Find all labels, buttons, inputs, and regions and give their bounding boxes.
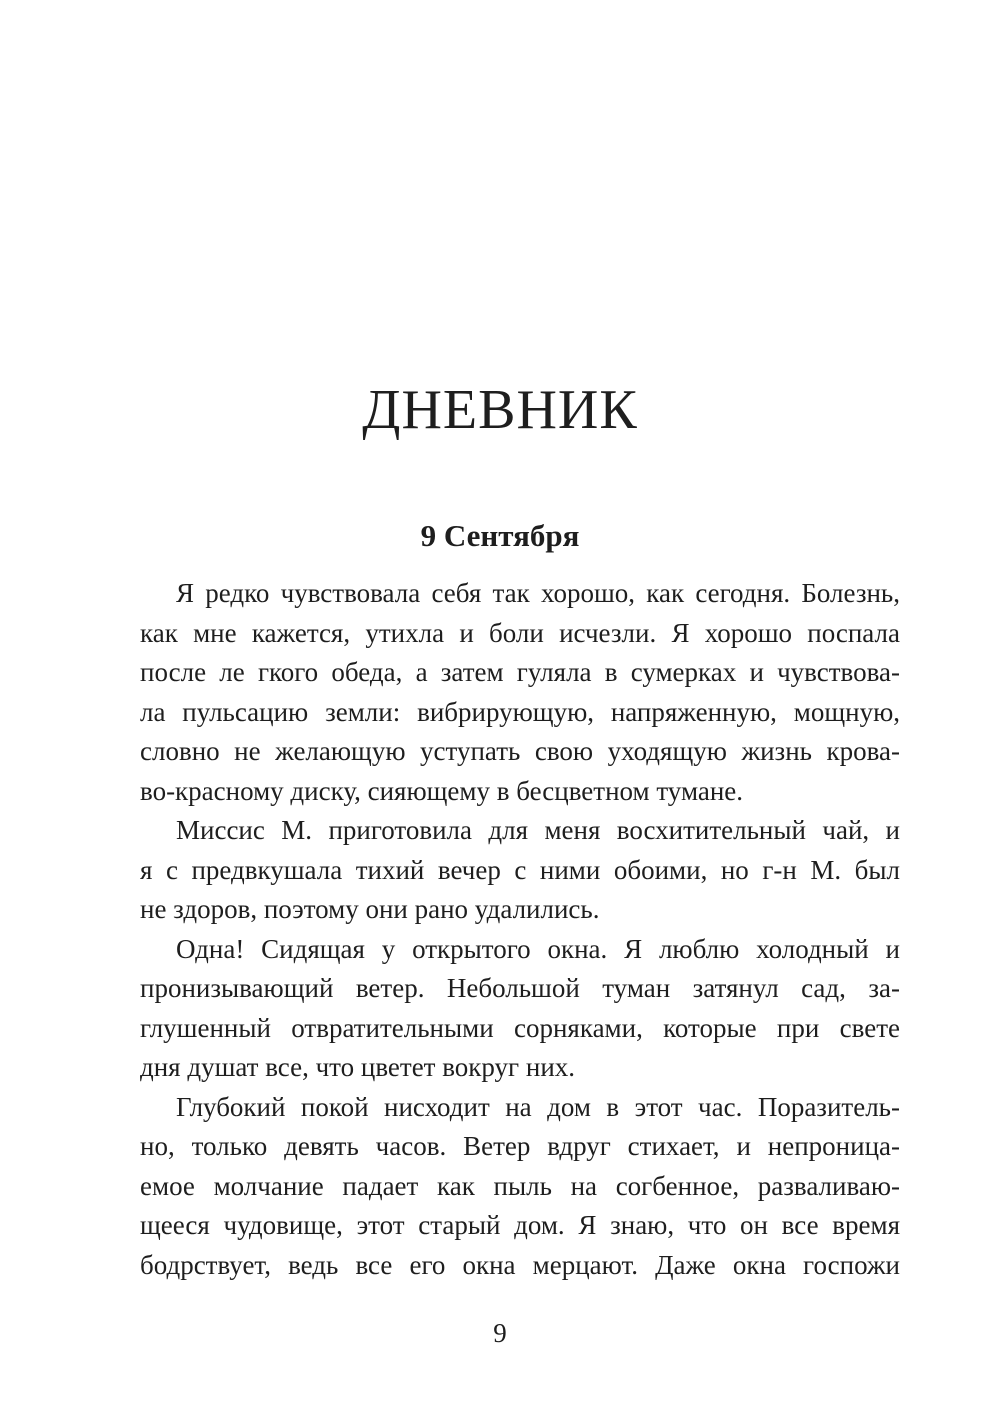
chapter-title: ДНЕВНИК xyxy=(362,379,638,441)
text-line: емое молчание падает как пыль на согбенное, разваливаю- xyxy=(140,1170,900,1201)
text-line: пронизывающий ветер. Небольшой туман затянул сад, за- xyxy=(140,973,900,1003)
text-line: я с предвкушала тихий вечер с ними обоими, но г-н М. был xyxy=(140,854,900,885)
text-line: глушенный отвратительными сорняками, которые при свете xyxy=(140,1012,900,1043)
text-line: после ле гкого обеда, а затем гуляла в сумерках и чувствова- xyxy=(140,657,900,687)
text-line: Я редко чувствовала себя так хорошо, как сегодня. Болезнь, xyxy=(176,578,900,608)
text-line: Глубокий покой нисходит на дом в этот час. Поразитель- xyxy=(176,1091,900,1122)
page-number: 9 xyxy=(493,1318,507,1348)
text-line: дня душат все, что цветет вокруг них. xyxy=(140,1052,576,1082)
text-line: как мне кажется, утихла и боли исчезли. Я хорошо поспала xyxy=(140,617,900,648)
text-line: не здоров, поэтому они рано удалились. xyxy=(140,894,600,924)
text-line: но, только девять часов. Ветер вдруг стихает, и непроница- xyxy=(140,1131,900,1161)
text-line: во-красному диску, сияющему в бесцветном тумане. xyxy=(140,775,744,806)
text-line: бодрствует, ведь все его окна мерцают. Даже окна госпожи xyxy=(140,1249,900,1280)
text-line: Одна! Сидящая у открытого окна. Я люблю холодный и xyxy=(176,933,900,964)
body-text xyxy=(140,574,900,1285)
text-line: ла пульсацию земли: вибрирующую, напряженную, мощную, xyxy=(140,696,900,727)
text-line: словно не желающую уступать свою уходящую жизнь крова- xyxy=(140,736,900,766)
text-line: щееся чудовище, этот старый дом. Я знаю, что он все время xyxy=(140,1210,900,1240)
entry-date-heading: 9 Сентября xyxy=(420,518,580,553)
text-line: Миссис М. приготовила для меня восхитительный чай, и xyxy=(176,815,900,845)
